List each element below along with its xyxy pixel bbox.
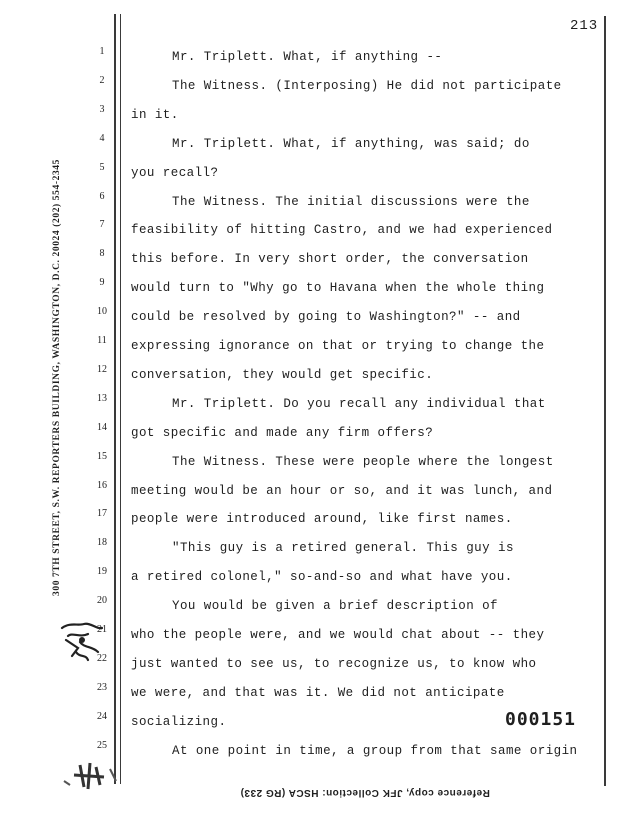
line-number: 16: [97, 479, 107, 491]
transcript-line: this before. In very short order, the conversation: [131, 252, 529, 267]
line-number: 23: [97, 681, 107, 693]
line-number: 3: [99, 103, 105, 115]
line-number: 6: [99, 190, 105, 202]
line-number: 10: [97, 306, 107, 318]
line-number: 8: [99, 248, 105, 260]
line-number: 11: [97, 335, 107, 346]
line-number: 2: [99, 74, 105, 86]
reporter-address: 300 7TH STREET, S.W. REPORTERS BUILDING, WASHINGTON, D.C. 20024 (202) 554-2345: [52, 159, 62, 596]
line-number: 17: [97, 508, 107, 520]
transcript-line: Mr. Triplett. What, if anything, was said; do: [172, 136, 530, 151]
transcript-line: could be resolved by going to Washington?" -- and: [131, 310, 521, 325]
transcript-line: feasibility of hitting Castro, and we had experienced: [131, 223, 553, 238]
line-number: 4: [99, 132, 105, 144]
transcript-line: The Witness. (Interposing) He did not participate: [172, 78, 562, 93]
line-number: 24: [97, 710, 107, 722]
transcript-line: You would be given a brief description of: [172, 599, 498, 614]
transcript-line: we were, and that was it. We did not anticipate: [131, 685, 505, 700]
transcript-line: Mr. Triplett. What, if anything --: [172, 50, 443, 64]
transcript-line: meeting would be an hour or so, and it was lunch, and: [131, 483, 553, 498]
document-id-stamp: 000151: [505, 709, 577, 730]
transcript-line: got specific and made any firm offers?: [131, 425, 434, 440]
page-number: 213: [570, 18, 599, 34]
line-number: 21: [97, 624, 107, 635]
line-number: 18: [97, 537, 107, 549]
transcript-line: socializing.: [131, 714, 227, 729]
transcript-line: just wanted to see us, to recognize us, to know who: [131, 656, 537, 671]
scan-artifact: [60, 755, 130, 795]
left-margin-rule: [114, 14, 116, 784]
transcript-line: Mr. Triplett. Do you recall any individual that: [172, 396, 546, 411]
line-number: 20: [97, 595, 107, 607]
transcript-line: who the people were, and we would chat about -- they: [131, 628, 545, 642]
line-number: 12: [97, 363, 107, 375]
transcript-line: people were introduced around, like first names.: [131, 512, 513, 527]
line-number: 1: [99, 46, 105, 57]
line-number: 22: [97, 652, 107, 664]
transcript-line: you recall?: [131, 165, 219, 180]
transcript-line: would turn to "Why go to Havana when the whole thing: [131, 281, 545, 296]
transcript-line: a retired colonel," so-and-so and what have you.: [131, 570, 513, 585]
left-margin-rule-inner: [120, 14, 121, 784]
line-number: 14: [97, 421, 107, 433]
transcript-line: conversation, they would get specific.: [131, 367, 434, 382]
line-number: 9: [99, 277, 105, 289]
transcript-line: The Witness. These were people where the longest: [172, 454, 554, 469]
line-number: 5: [99, 161, 105, 173]
transcript-line: in it.: [131, 107, 179, 122]
right-margin-rule: [604, 16, 606, 786]
transcript-line: expressing ignorance on that or trying to change the: [131, 339, 545, 353]
transcript-line: At one point in time, a group from that same origin: [172, 743, 578, 758]
line-number: 25: [97, 739, 107, 751]
reference-copy-stamp: Reference copy, JFK Collection: HSCA (RG 233): [240, 787, 490, 799]
line-number: 15: [97, 450, 107, 462]
transcript-line: The Witness. The initial discussions were the: [172, 194, 530, 209]
line-number: 13: [97, 392, 107, 404]
line-number: 19: [97, 566, 107, 578]
transcript-line: "This guy is a retired general. This guy is: [172, 541, 514, 556]
line-number: 7: [99, 219, 105, 231]
